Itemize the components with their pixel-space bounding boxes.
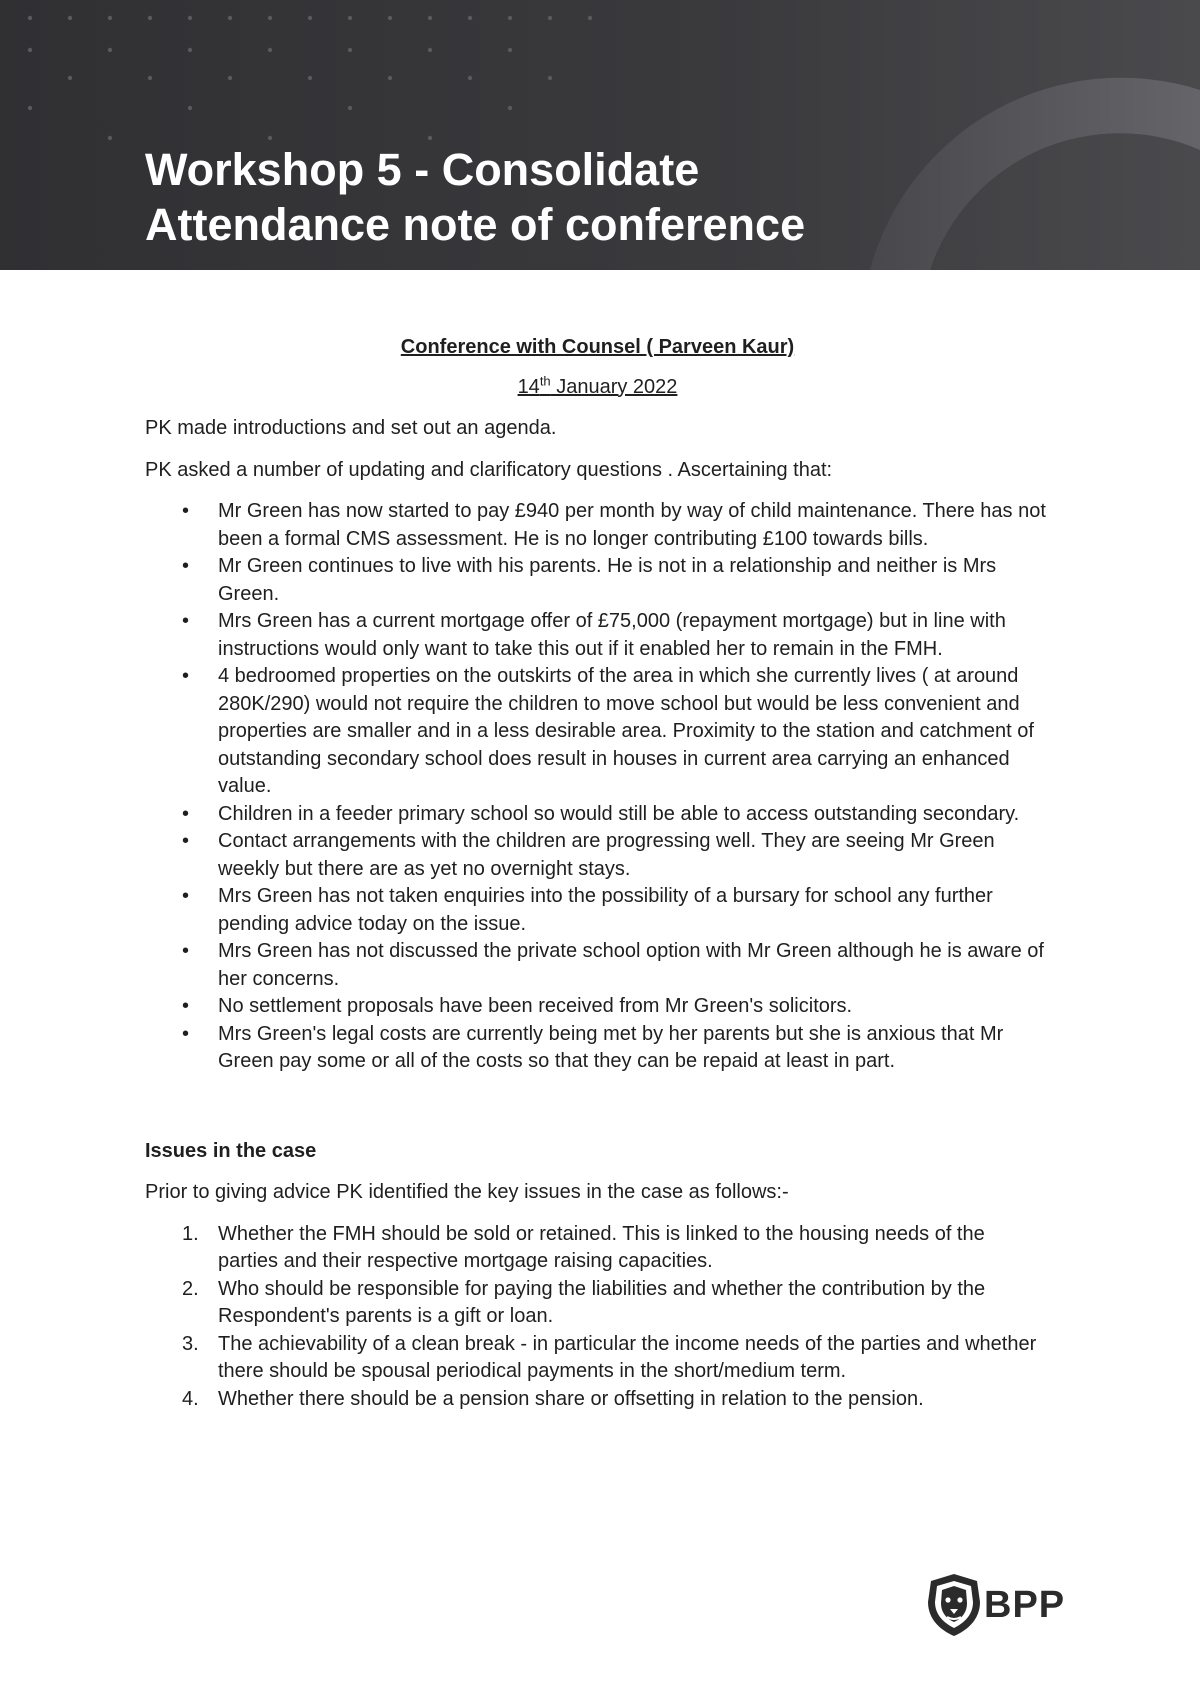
list-item: • Mrs Green's legal costs are currently being met by her parents but she is anxious that Mr Green pay some or all of the costs so that they can be repaid at least in part. [218, 1021, 1050, 1076]
conference-title: Conference with Counsel ( Parveen Kaur) [400, 336, 795, 358]
list-item: • Mrs Green has not taken enquiries into the possibility of a bursary for school any further pending advice today on the issue. [218, 883, 1050, 938]
issue-number: 3. [182, 1332, 199, 1355]
questions-paragraph: PK asked a number of updating and clarificatory questions . Ascertaining that: [145, 458, 833, 481]
page-title-line-1: Workshop 5 - Consolidate [145, 144, 700, 195]
list-item: • Mr Green continues to live with his parents. He is not in a relationship and neither is Mrs Green. [218, 553, 1050, 608]
issue-number: 4. [182, 1387, 199, 1410]
list-item [182, 1331, 1050, 1386]
issue-number: 1. [182, 1222, 199, 1245]
logo-wordmark: BPP [984, 1584, 1066, 1626]
findings-list [145, 498, 1050, 1076]
list-item: • No settlement proposals have been received from Mr Green's solicitors. [218, 993, 1050, 1021]
list-item: • 4 bedroomed properties on the outskirts of the area in which she currently lives ( at around 280K/290) would not require the children to move school but would be less convenient and properties are smaller and in a less desirable area. Proximity to the station and catchment of outstanding secondary school does result in houses in current area carrying an enhanced value. [218, 663, 1050, 801]
issues-intro: Prior to giving advice PK identified the key issues in the case as follows:- [145, 1181, 789, 1203]
issues-list [145, 1221, 1050, 1414]
issues-heading: Issues in the case [145, 1139, 317, 1162]
bpp-logo [925, 1572, 1066, 1638]
list-item [182, 1386, 1050, 1414]
conference-date [145, 374, 1050, 402]
date-month-year: January 2022 [550, 375, 678, 398]
issue-text: The achievability of a clean break - in particular the income needs of the parties and whether there should be spousal periodical payments in the short/medium term. [218, 1332, 1037, 1382]
list-item: • Children in a feeder primary school so would still be able to access outstanding secondary. [218, 801, 1050, 829]
document-body [145, 334, 1050, 1413]
page-title-line-2: Attendance note of conference [145, 199, 806, 250]
issue-text: Who should be responsible for paying the liabilities and whether the contribution by the Respondent's parents is a gift or loan. [218, 1277, 986, 1327]
issue-text: Whether the FMH should be sold or retained. This is linked to the housing needs of the parties and their respective mortgage raising capacities. [218, 1222, 985, 1272]
list-item: • Mrs Green has a current mortgage offer of £75,000 (repayment mortgage) but in line with instructions would only want to take this out if it enabled her to remain in the FMH. [218, 608, 1050, 663]
date-suffix: th [539, 372, 551, 388]
issue-number: 2. [182, 1277, 199, 1300]
page-title [145, 142, 805, 252]
list-item [182, 1221, 1050, 1276]
list-item [182, 1276, 1050, 1331]
header-banner [0, 0, 1200, 270]
lion-shield-icon [925, 1572, 983, 1638]
list-item: • Contact arrangements with the children are progressing well. They are seeing Mr Green weekly but there are as yet no overnight stays. [218, 828, 1050, 883]
date-day: 14 [517, 375, 540, 398]
intro-paragraph: PK made introductions and set out an agenda. [145, 417, 557, 439]
issue-text: Whether there should be a pension share or offsetting in relation to the pension. [218, 1387, 924, 1410]
list-item: • Mrs Green has not discussed the private school option with Mr Green although he is aware of her concerns. [218, 938, 1050, 993]
list-item: • Mr Green has now started to pay £940 per month by way of child maintenance. There has not been a formal CMS assessment. He is no longer contributing £100 towards bills. [218, 498, 1050, 553]
